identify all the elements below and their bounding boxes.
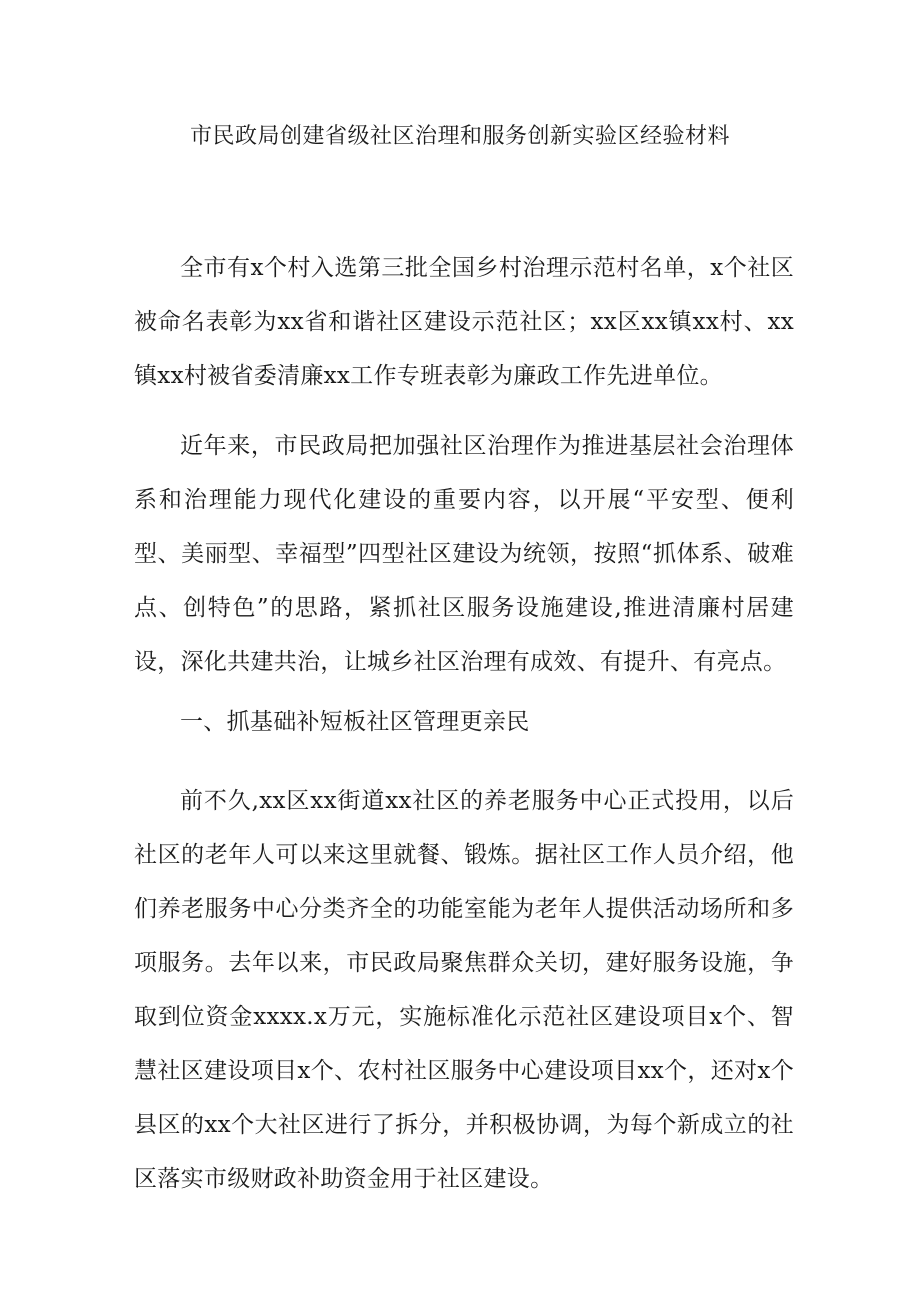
- overview-paragraph: 近年来，市民政局把加强社区治理作为推进基层社会治理体系和治理能力现代化建设的重要内容，以开展“平安型、便利型、美丽型、幸福型”四型社区建设为统领，按照“抓体系、破难点、创特色”的思路，紧抓社区服务设施建设,推进清廉村居建设，深化共建共治，让城乡社区治理有成效、有提升、有亮点。: [134, 433, 794, 675]
- intro-paragraph: 全市有x个村入选第三批全国乡村治理示范村名单，x个社区被命名表彰为xx省和谐社区建设示范社区；xx区xx镇xx村、xx镇xx村被省委清廉xx工作专班表彰为廉政工作先进单位。: [134, 255, 794, 389]
- document-title: 市民政局创建省级社区治理和服务创新实验区经验材料: [189, 124, 730, 149]
- section-paragraph: 前不久,xx区xx街道xx社区的养老服务中心正式投用，以后社区的老年人可以来这里就餐、锻炼。据社区工作人员介绍，他们养老服务中心分类齐全的功能室能为老年人提供活动场所和多项服务。去年以来，市民政局聚焦群众关切，建好服务设施，争取到位资金xxxx.x万元，实施标准化示范社区建设项目x个、智慧社区建设项目x个、农村社区服务中心建设项目xx个，还对x个县区的xx个大社区进行了拆分，并积极协调，为每个新成立的社区落实市级财政补助资金用于社区建设。: [134, 788, 794, 1192]
- section-heading: 一、抓基础补短板社区管理更亲民: [180, 709, 530, 735]
